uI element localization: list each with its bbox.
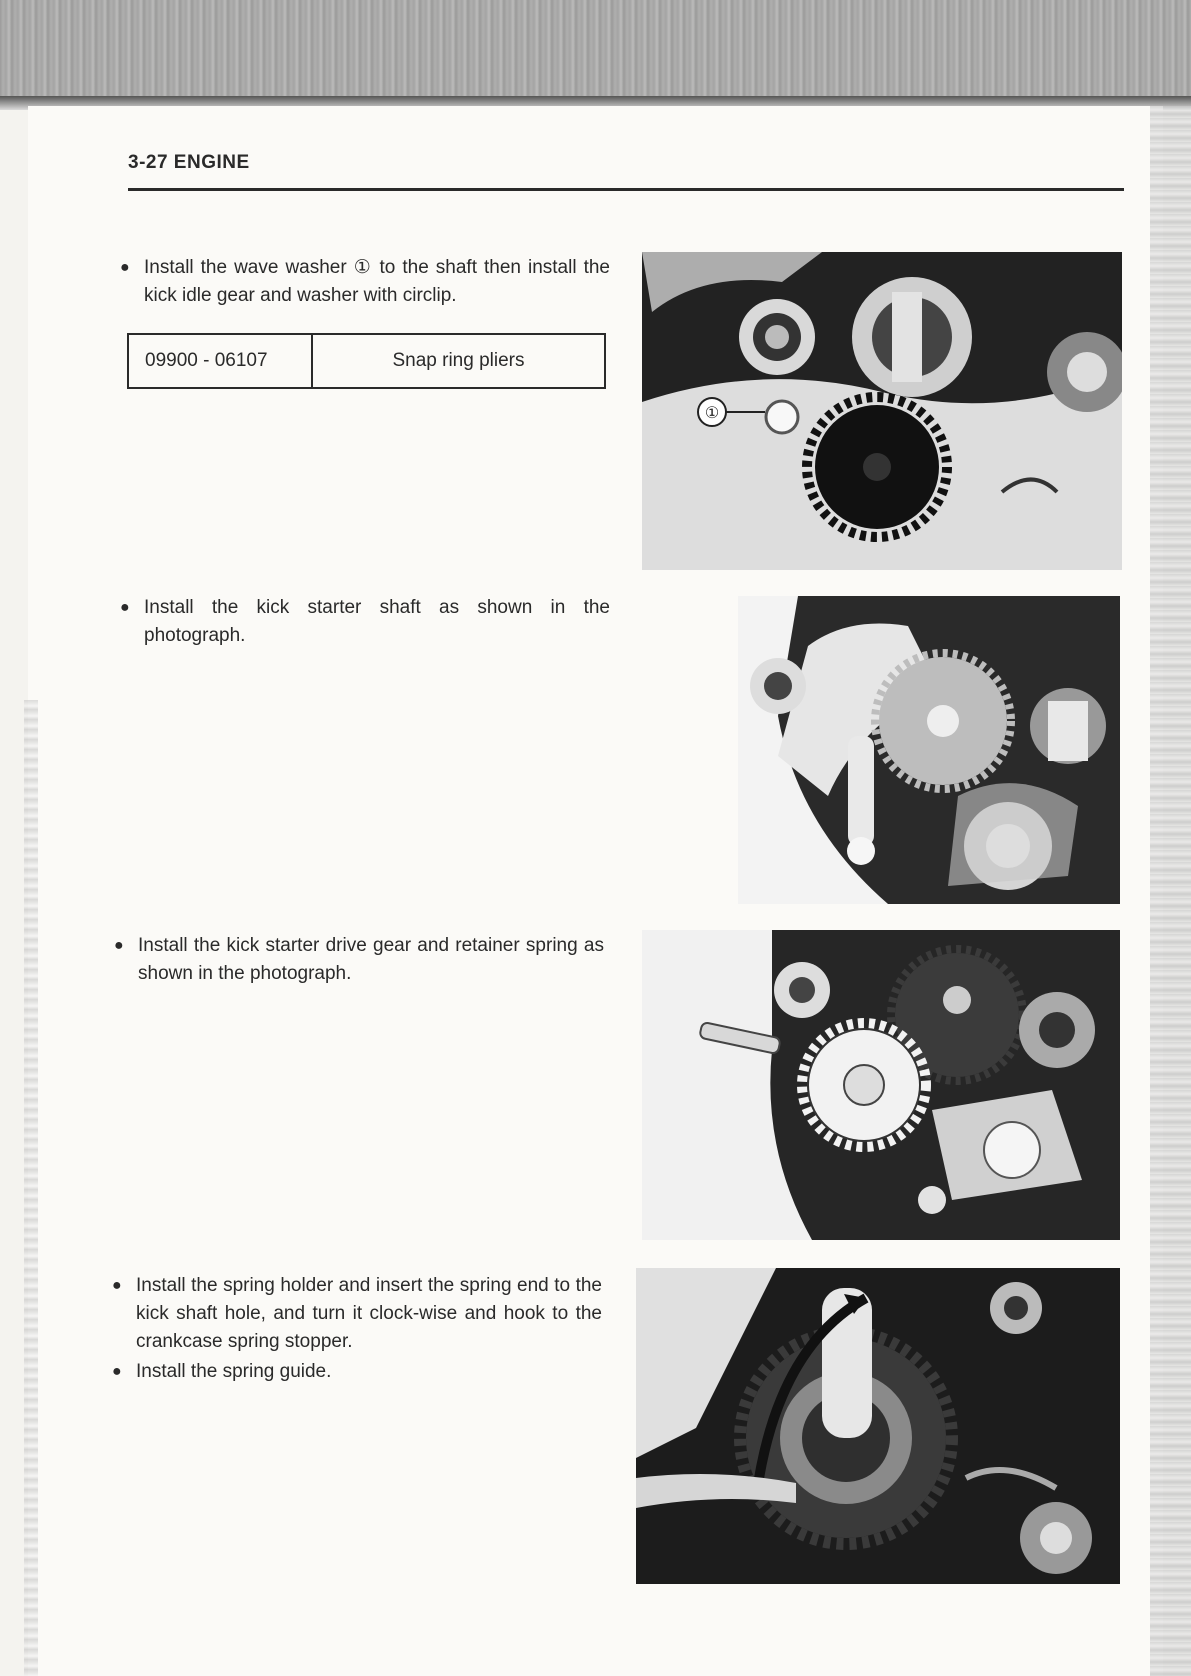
tool-code: 09900 - 06107 bbox=[128, 334, 312, 388]
scan-right-edge bbox=[1150, 106, 1191, 1676]
photo-drive-gear bbox=[642, 930, 1120, 1240]
photo-callout-1: ① bbox=[704, 405, 720, 422]
bullet-icon: ● bbox=[114, 937, 124, 954]
step-1-text: Install the wave washer ① to the shaft then install the kick idle gear and washer with circlip. bbox=[144, 257, 610, 306]
special-tool-table bbox=[127, 333, 606, 389]
step-3-text: Install the kick starter drive gear and retainer spring as shown in the photograph. bbox=[138, 935, 604, 984]
step-4-text: Install the spring holder and insert the spring end to the kick shaft hole, and turn it clock-wise and hook to the crankcase spring stopper. bbox=[136, 1275, 602, 1352]
photo-spring-holder bbox=[636, 1268, 1120, 1584]
photo-kick-starter-shaft-image bbox=[738, 596, 1120, 904]
step-4 bbox=[112, 1272, 602, 1356]
photo-wave-washer bbox=[642, 252, 1122, 570]
step-2-text: Install the kick starter shaft as shown in the photograph. bbox=[144, 597, 610, 646]
step-3 bbox=[114, 932, 604, 988]
step-1 bbox=[120, 254, 610, 310]
table-row bbox=[128, 334, 605, 388]
step-2 bbox=[120, 594, 610, 650]
bullet-icon: ● bbox=[120, 259, 130, 276]
page-title: 3-27 ENGINE bbox=[128, 152, 250, 173]
photo-kick-starter-shaft bbox=[738, 596, 1120, 904]
page-header bbox=[128, 148, 1124, 191]
step-5-text: Install the spring guide. bbox=[136, 1361, 332, 1382]
photo-spring-holder-image bbox=[636, 1268, 1120, 1584]
bullet-icon: ● bbox=[112, 1277, 122, 1294]
photo-drive-gear-image bbox=[642, 930, 1120, 1240]
scan-left-edge bbox=[24, 700, 38, 1676]
tool-name: Snap ring pliers bbox=[312, 334, 605, 388]
photo-wave-washer-image bbox=[642, 252, 1122, 570]
step-5 bbox=[112, 1358, 602, 1386]
bullet-icon: ● bbox=[120, 599, 130, 616]
scan-top-edge bbox=[0, 0, 1191, 110]
bullet-icon: ● bbox=[112, 1363, 122, 1380]
